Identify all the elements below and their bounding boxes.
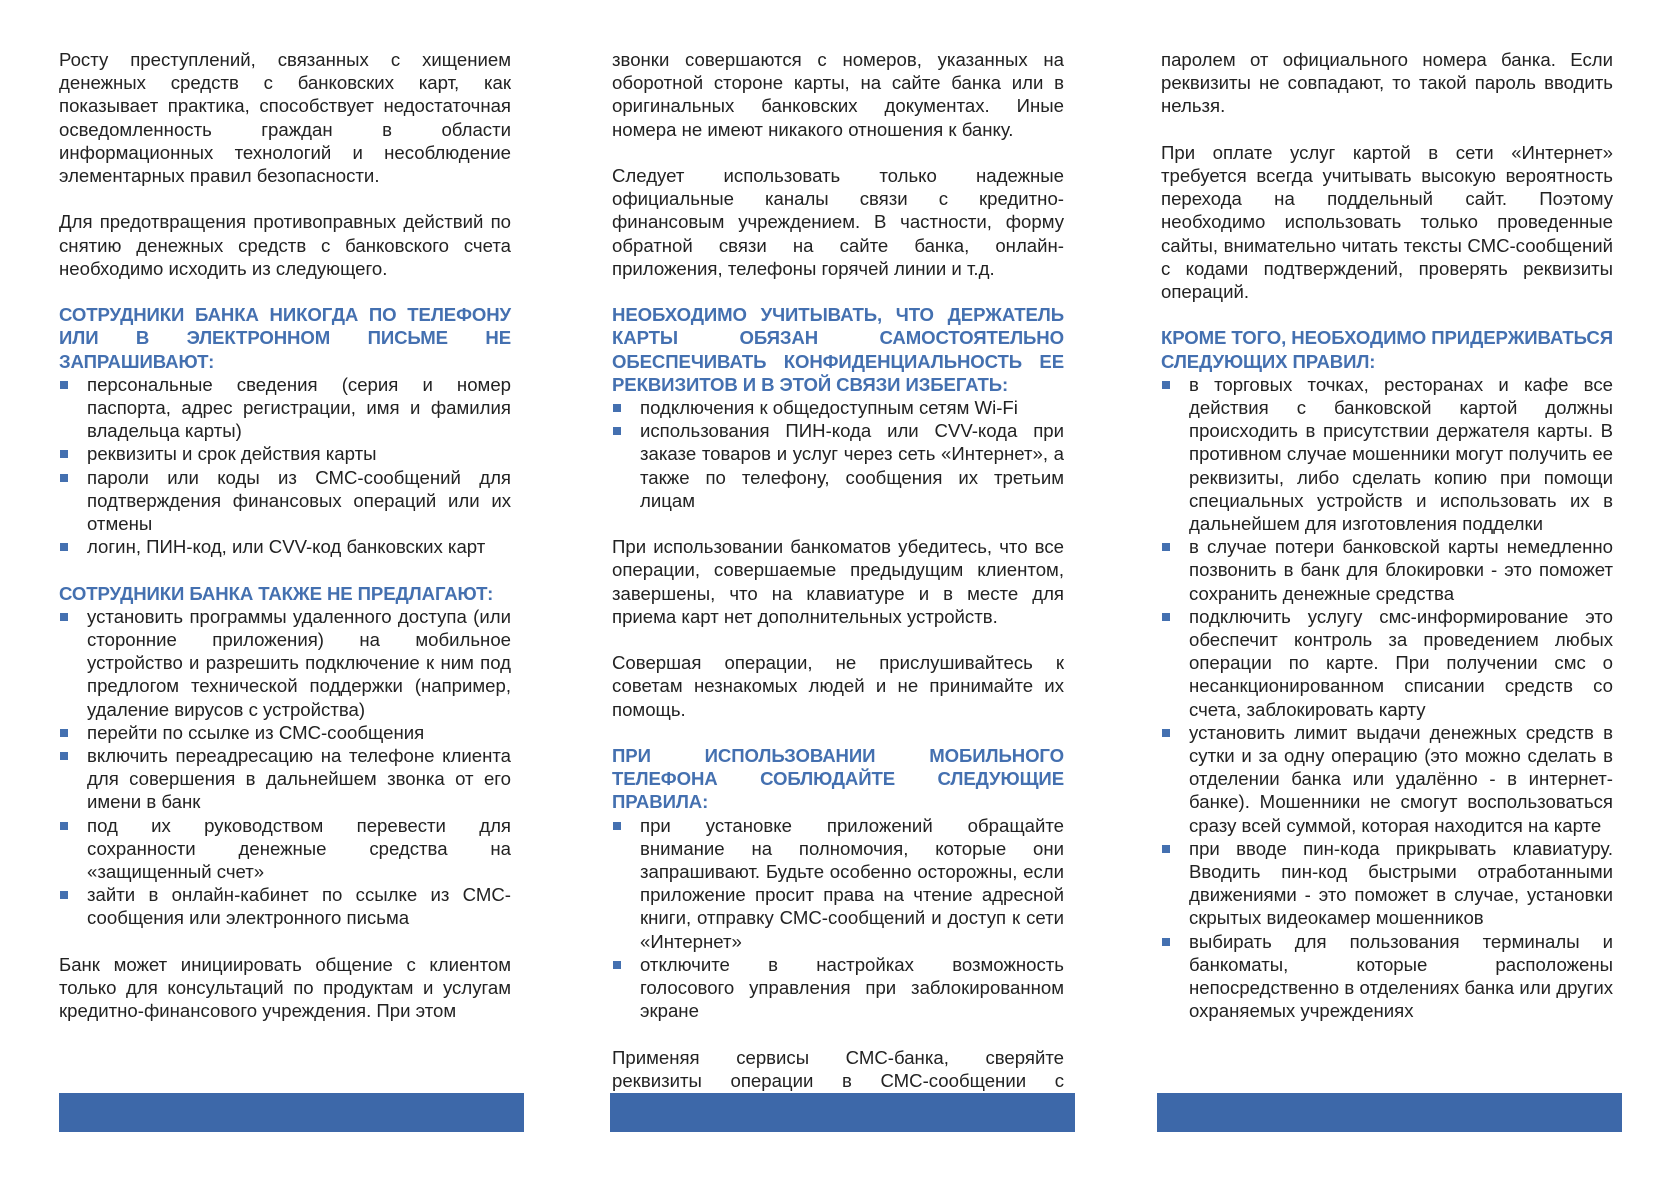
spacer xyxy=(612,280,1064,303)
square-bullet-icon xyxy=(60,822,68,830)
list-item xyxy=(59,744,511,814)
square-bullet-icon xyxy=(60,752,68,760)
square-bullet-icon xyxy=(1162,613,1170,621)
spacer xyxy=(612,512,1064,535)
square-bullet-icon xyxy=(613,822,621,830)
paragraph: Банк может инициировать общение с клиентом только для консультаций по продуктам и услугам кредитно-финансового учреждения. При этом xyxy=(59,953,511,1022)
square-bullet-icon xyxy=(1162,845,1170,853)
section-heading: КРОМЕ ТОГО, НЕОБХОДИМО ПРИДЕРЖИВАТЬСЯ СЛЕДУЮЩИХ ПРАВИЛ: xyxy=(1161,327,1613,372)
spacer xyxy=(59,187,511,210)
list-item-text: в торговых точках, ресторанах и кафе все действия с банковской картой должны происходить в присутствии держателя карты. В противном случае мошенники могут получить ее реквизиты, либо сделать копию при помощи специальных устройств и использовать их в дальнейшем для изготовления подделки xyxy=(1189,373,1613,535)
spacer xyxy=(612,1022,1064,1045)
square-bullet-icon xyxy=(60,381,68,389)
list-item xyxy=(1161,930,1613,1023)
section-heading: НЕОБХОДИМО УЧИТЫВАТЬ, ЧТО ДЕРЖАТЕЛЬ КАРТЫ ОБЯЗАН САМОСТОЯТЕЛЬНО ОБЕСПЕЧИВАТЬ КОНФИДЕНЦИАЛЬНОСТЬ ЕЕ РЕКВИЗИТОВ И В ЭТОЙ СВЯЗИ ИЗБЕГАТЬ: xyxy=(612,304,1064,395)
list-item xyxy=(612,953,1064,1023)
column-3 xyxy=(1161,48,1613,1023)
square-bullet-icon xyxy=(60,891,68,899)
list-item xyxy=(59,721,511,744)
list-item-text: в случае потери банковской карты немедленно позвонить в банк для блокировки - это поможет сохранить денежные средства xyxy=(1189,536,1613,604)
spacer xyxy=(612,721,1064,744)
spacer xyxy=(612,628,1064,651)
list-item-text: включить переадресацию на телефоне клиента для совершения в дальнейшем звонка от его имени в банк xyxy=(87,745,511,813)
paragraph: При оплате услуг картой в сети «Интернет» требуется всегда учитывать высокую вероятность перехода на поддельный сайт. Поэтому необходимо использовать только проведенные сайты, внимательно читать тексты СМС-сообщений с кодами подтверждений, проверять реквизиты операций. xyxy=(1161,141,1613,303)
list-item-text: выбирать для пользования терминалы и банкоматы, которые расположены непосредственно в отделениях банка или других охраняемых учреждениях xyxy=(1189,930,1613,1022)
section-heading: СОТРУДНИКИ БАНКА ТАКЖЕ НЕ ПРЕДЛАГАЮТ: xyxy=(59,582,494,604)
bullet-list xyxy=(59,605,511,930)
list-item-text: при установке приложений обращайте внимание на полномочия, которые они запрашивают. Будьте особенно осторожны, если приложение просит права на чтение адресной книги, отправку СМС-сообщений и доступ к сети «Интернет» xyxy=(640,814,1064,952)
paragraph: При использовании банкоматов убедитесь, что все операции, совершаемые предыдущим клиентом, завершены, что на клавиатуре и в месте для приема карт нет дополнительных устройств. xyxy=(612,536,1064,627)
list-item-text: пароли или коды из СМС-сообщений для подтверждения финансовых операций или их отмены xyxy=(87,466,511,535)
list-item-text: персональные сведения (серия и номер паспорта, адрес регистрации, имя и фамилия владельца карты) xyxy=(87,373,511,442)
section-heading: СОТРУДНИКИ БАНКА НИКОГДА ПО ТЕЛЕФОНУ ИЛИ В ЭЛЕКТРОННОМ ПИСЬМЕ НЕ ЗАПРАШИВАЮТ: xyxy=(59,304,511,372)
list-item xyxy=(59,535,511,558)
column-1 xyxy=(59,48,511,1022)
list-item-text: реквизиты и срок действия карты xyxy=(87,443,377,465)
square-bullet-icon xyxy=(1162,938,1170,946)
spacer xyxy=(59,558,511,581)
square-bullet-icon xyxy=(60,613,68,621)
list-item xyxy=(1161,373,1613,535)
bullet-list xyxy=(612,396,1064,512)
list-item xyxy=(1161,721,1613,837)
footer-band-1 xyxy=(59,1093,524,1132)
list-item-text: подключить услугу смс-информирование это обеспечит контроль за проведением любых операции по карте. При получении смс о несанкционированном списании средств со счета, заблокировать карту xyxy=(1189,605,1613,720)
paragraph: звонки совершаются с номеров, указанных на оборотной стороне карты, на сайте банка или в оригинальных банковских документах. Иные номера не имеют никакого отношения к банку. xyxy=(612,49,1064,140)
paragraph: Совершая операции, не прислушивайтесь к советам незнакомых людей и не принимайте их помощь. xyxy=(612,652,1064,720)
paragraph: Для предотвращения противоправных действий по снятию денежных средств с банковского счета необходимо исходить из следующего. xyxy=(59,211,511,279)
list-item xyxy=(612,396,1064,419)
square-bullet-icon xyxy=(613,961,621,969)
list-item-text: использования ПИН-кода или CVV-кода при заказе товаров и услуг через сеть «Интернет», а также по телефону, сообщения их третьим лицам xyxy=(640,420,1064,511)
square-bullet-icon xyxy=(60,474,68,482)
square-bullet-icon xyxy=(1162,543,1170,551)
paragraph: Росту преступлений, связанных с хищением денежных средств с банковских карт, как показывает практика, способствует недостаточная осведомленность граждан в области информационных технологий и несоблюдение элементарных правил безопасности. xyxy=(59,49,511,187)
footer-band-3 xyxy=(1157,1093,1622,1132)
square-bullet-icon xyxy=(613,427,621,435)
paragraph: Применяя сервисы СМС-банка, сверяйте реквизиты операции в СМС-сообщении с xyxy=(612,1046,1064,1091)
bullet-list xyxy=(612,814,1064,1023)
list-item xyxy=(612,419,1064,512)
list-item xyxy=(59,373,511,443)
paragraph: Следует использовать только надежные официальные каналы связи с кредитно-финансовым учреждением. В частности, форму обратной связи на сайте банка, онлайн-приложения, телефоны горячей линии и т.д. xyxy=(612,165,1064,279)
footer-band-2 xyxy=(610,1093,1075,1132)
list-item-text: отключите в настройках возможность голосового управления при заблокированном экране xyxy=(640,953,1064,1022)
list-item xyxy=(1161,837,1613,930)
list-item-text: установить программы удаленного доступа (или сторонние приложения) на мобильное устройство и разрешить подключение к ним под предлогом технической поддержки (например, удаление вирусов с устройства) xyxy=(87,605,511,720)
bullet-list xyxy=(1161,373,1613,1023)
list-item xyxy=(1161,605,1613,721)
list-item-text: под их руководством перевести для сохранности денежные средства на «защищенный счет» xyxy=(87,814,511,883)
spacer xyxy=(59,280,511,303)
paragraph: паролем от официального номера банка. Если реквизиты не совпадают, то такой пароль вводить нельзя. xyxy=(1161,49,1613,117)
spacer xyxy=(59,930,511,953)
list-item xyxy=(612,814,1064,953)
list-item xyxy=(1161,535,1613,605)
square-bullet-icon xyxy=(60,543,68,551)
square-bullet-icon xyxy=(1162,381,1170,389)
square-bullet-icon xyxy=(1162,729,1170,737)
list-item xyxy=(59,883,511,929)
list-item-text: перейти по ссылке из СМС-сообщения xyxy=(87,721,425,743)
list-item xyxy=(59,814,511,884)
list-item xyxy=(59,442,511,465)
spacer xyxy=(612,141,1064,164)
list-item-text: установить лимит выдачи денежных средств в сутки и за одну операцию (это можно сделать в отделении банка или удалённо - в интернет-банке). Мошенники не смогут воспользоваться сразу всей суммой, которая находится на карте xyxy=(1189,721,1613,836)
list-item-text: зайти в онлайн-кабинет по ссылке из СМС-сообщения или электронного письма xyxy=(87,884,511,929)
list-item xyxy=(59,605,511,721)
spacer xyxy=(1161,303,1613,326)
list-item-text: подключения к общедоступным сетям Wi-Fi xyxy=(640,397,1018,419)
list-item xyxy=(59,466,511,536)
square-bullet-icon xyxy=(60,450,68,458)
square-bullet-icon xyxy=(613,404,621,412)
bullet-list xyxy=(59,373,511,559)
spacer xyxy=(1161,118,1613,141)
list-item-text: логин, ПИН-код, или CVV-код банковских карт xyxy=(87,536,486,558)
list-item-text: при вводе пин-кода прикрывать клавиатуру. Вводить пин-код быстрыми отработанными движениями - это поможет в случае, установки скрытых видеокамер мошенников xyxy=(1189,837,1613,929)
section-heading: ПРИ ИСПОЛЬЗОВАНИИ МОБИЛЬНОГО ТЕЛЕФОНА СОБЛЮДАЙТЕ СЛЕДУЮЩИЕ ПРАВИЛА: xyxy=(612,745,1064,813)
square-bullet-icon xyxy=(60,729,68,737)
column-2 xyxy=(612,48,1064,1115)
